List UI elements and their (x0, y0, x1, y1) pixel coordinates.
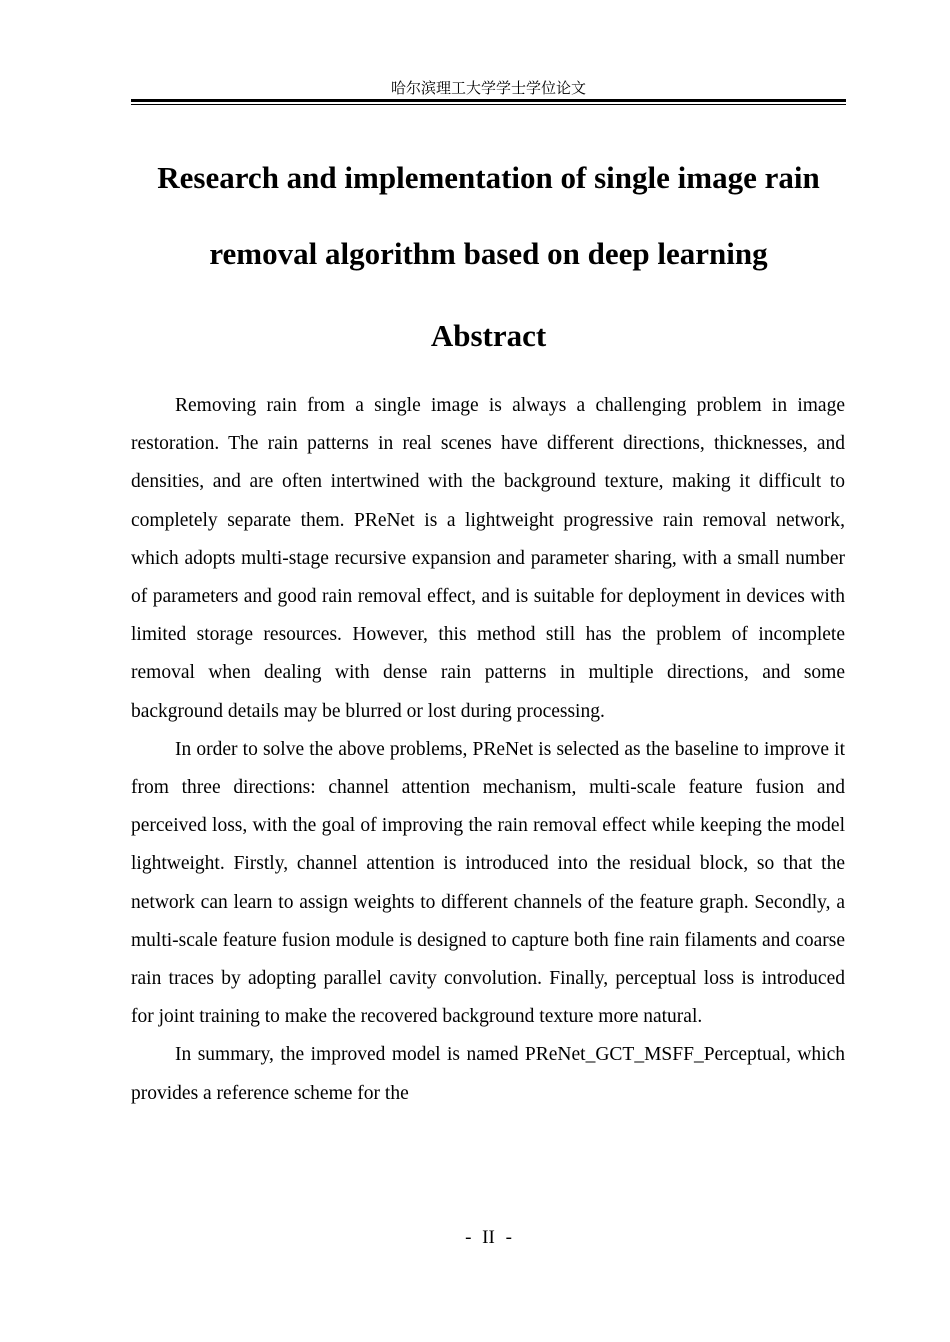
abstract-body (131, 387, 845, 1113)
abstract-paragraph-1: Removing rain from a single image is always a challenging problem in image restoration. The rain patterns in real scenes have different directions, thicknesses, and densities, and are often intertwined with the background texture, making it difficult to completely separate them. PReNet is a lightweight progressive rain removal network, which adopts multi-stage recursive expansion and parameter sharing, with a small number of parameters and good rain removal effect, and is suitable for deployment in devices with limited storage resources. However, this method still has the problem of incomplete removal when dealing with dense rain patterns in multiple directions, and some background details may be blurred or lost during processing. (131, 395, 845, 722)
abstract-paragraph-3: In summary, the improved model is named PReNet_GCT_MSFF_Perceptual, which provides a reference scheme for the (131, 1044, 845, 1104)
thesis-title (100, 140, 877, 292)
abstract-heading: Abstract (430, 318, 547, 353)
thesis-title-line-1: Research and implementation of single image rain (157, 160, 820, 195)
running-header: 哈尔滨理工大学学士学位论文 (390, 79, 586, 97)
header-rule-thick (131, 99, 846, 102)
abstract-paragraph-2: In order to solve the above problems, PReNet is selected as the baseline to improve it from three directions: channel attention mechanism, multi-scale feature fusion and perceived loss, with the goal of improving the rain removal effect while keeping the model lightweight. Firstly, channel attention is introduced into the residual block, so that the network can learn to assign weights to different channels of the feature graph. Secondly, a multi-scale feature fusion module is designed to capture both fine rain filaments and coarse rain traces by adopting parallel cavity convolution. Finally, perceptual loss is introduced for joint training to make the recovered background texture more natural. (131, 738, 845, 1028)
thesis-title-line-2: removal algorithm based on deep learning (209, 236, 768, 271)
page-number: - II - (465, 1227, 512, 1248)
header-rule-thin (131, 104, 846, 105)
